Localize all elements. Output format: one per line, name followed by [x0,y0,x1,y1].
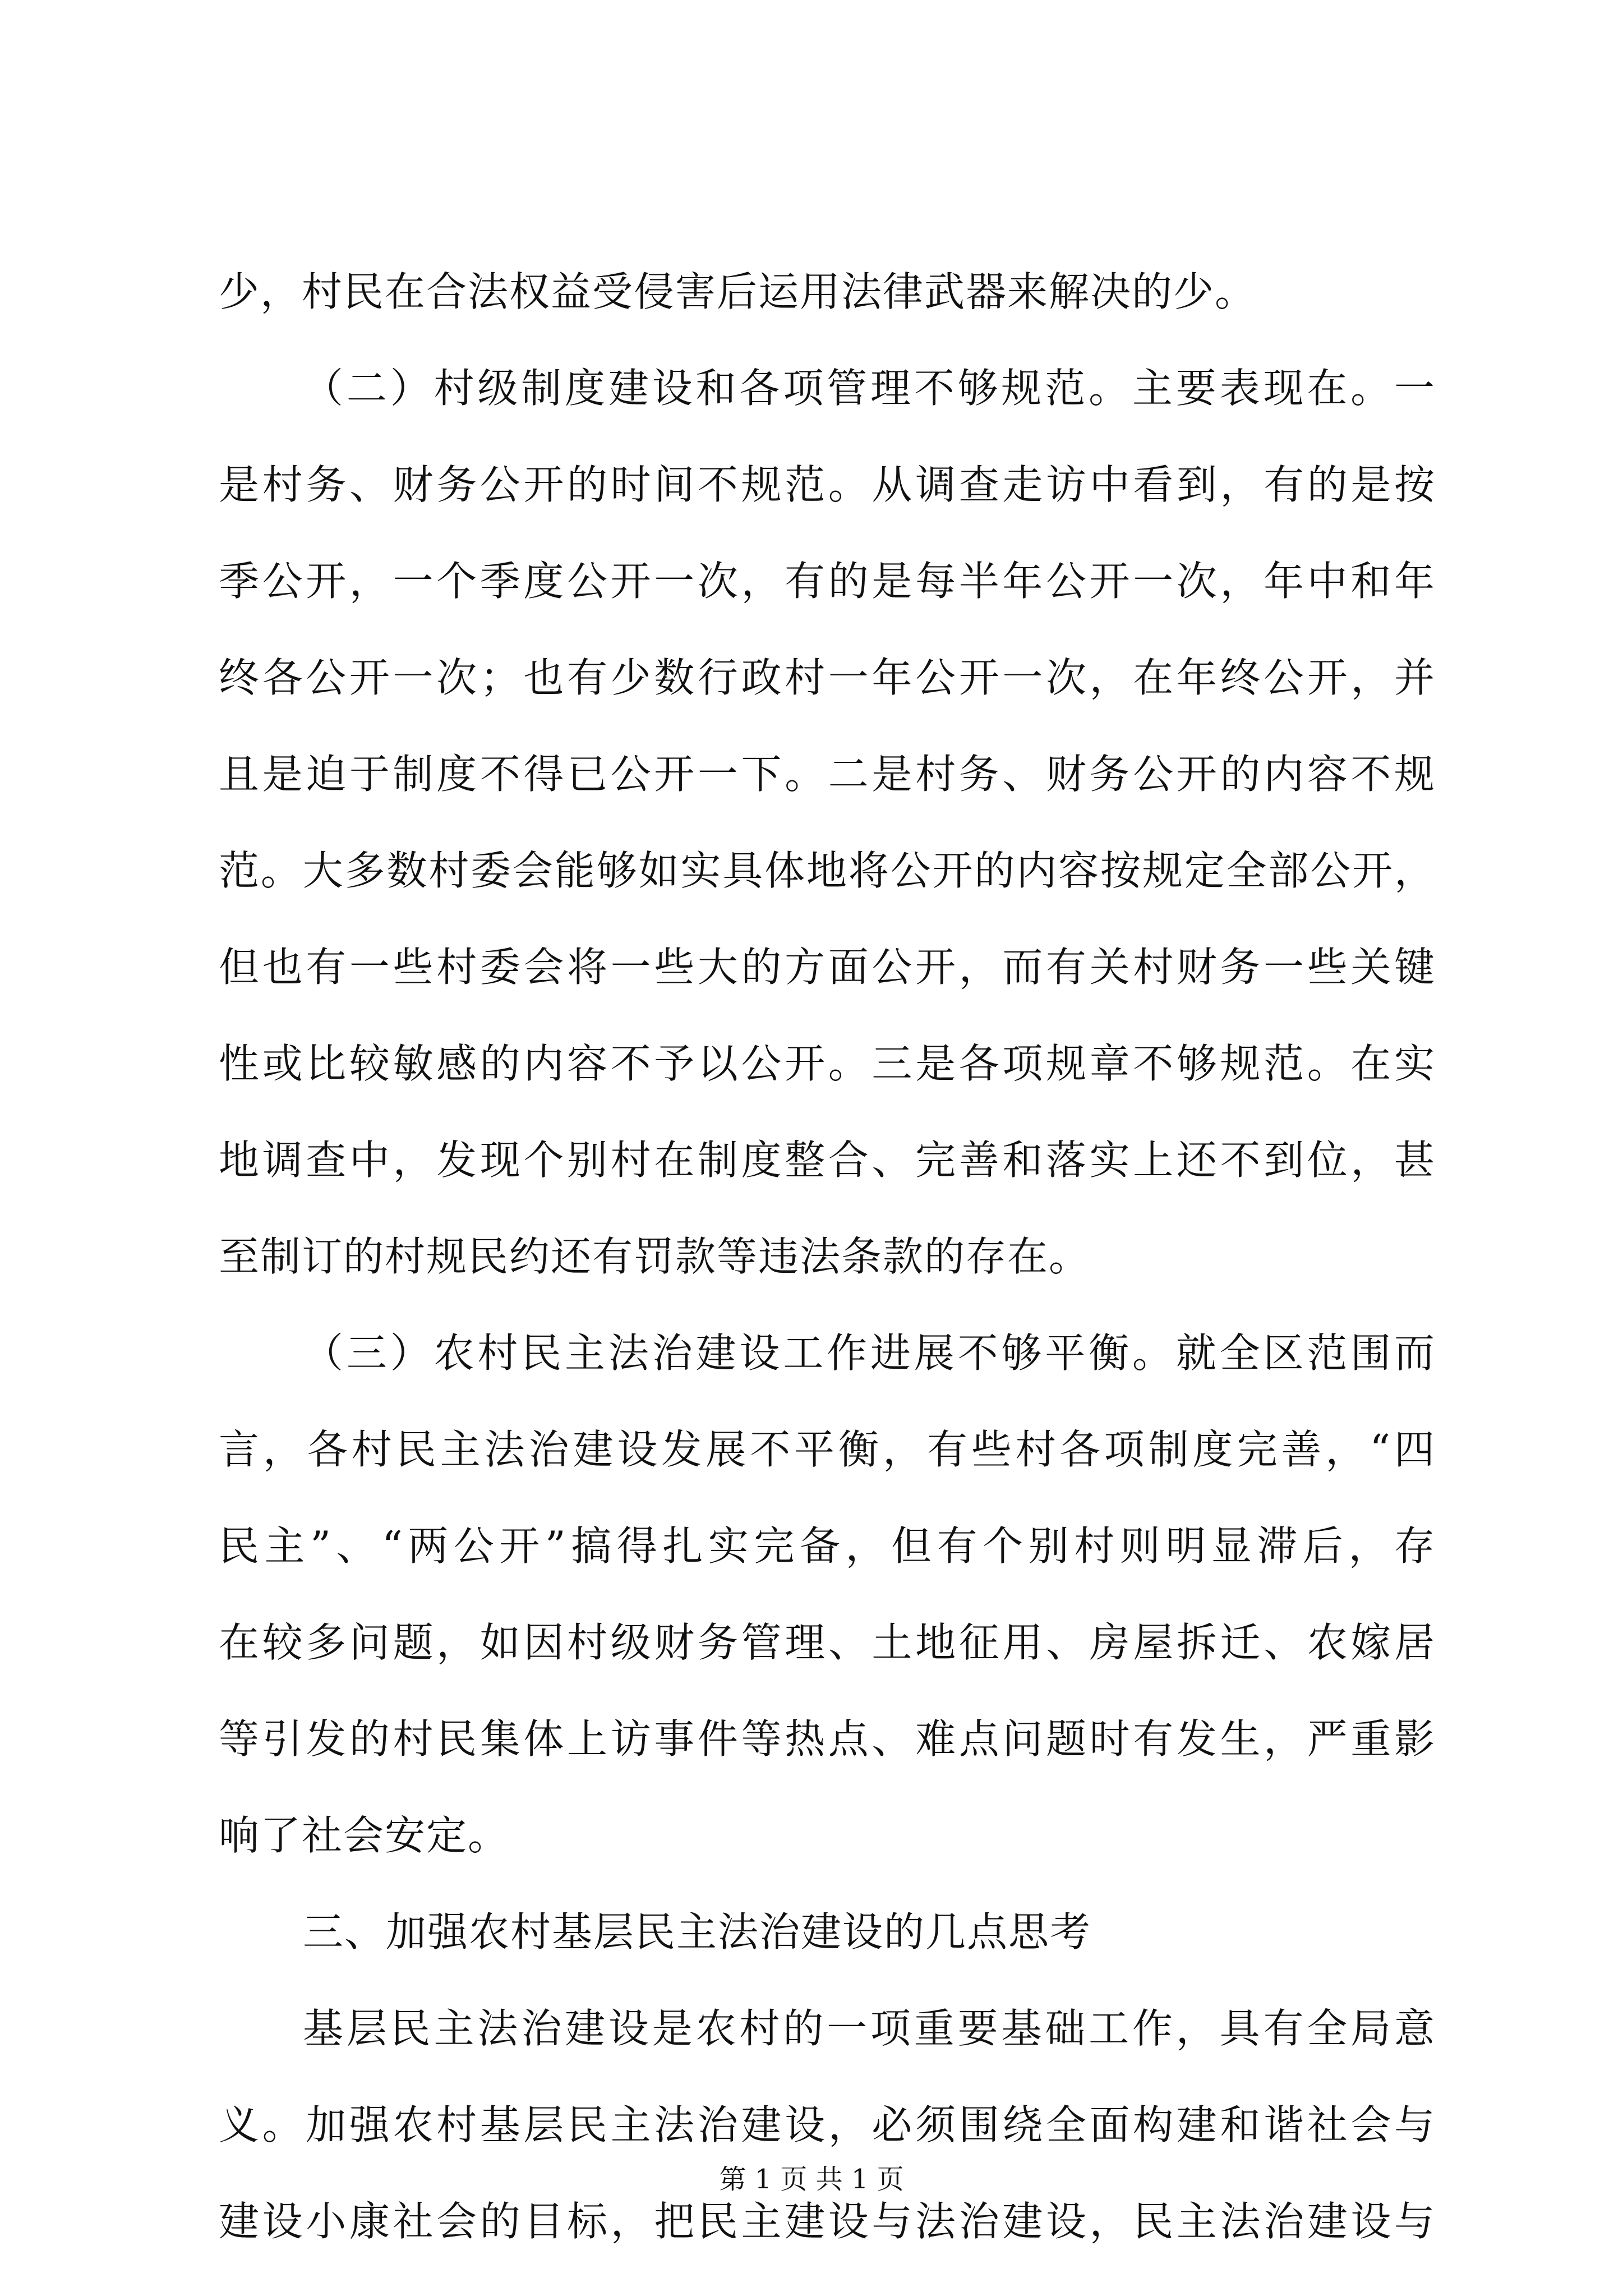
paragraph-2-start: （二）村级制度建设和各项管理不够规范。主要表现在。一 [303,365,1436,412]
text-line: 响了社会安定。 [219,1812,510,1859]
text-line: 建设小康社会的目标，把民主建设与法治建设，民主法治建设与 [219,2198,1436,2245]
page-footer: 第 1 页 共 1 页 [719,2164,904,2195]
text-line: 地调查中，发现个别村在制度整合、完善和落实上还不到位，甚 [219,1137,1436,1184]
text-line: 义。加强农村基层民主法治建设，必须围绕全面构建和谐社会与 [219,2101,1436,2148]
text-line: 范。大多数村委会能够如实具体地将公开的内容按规定全部公开， [219,847,1436,894]
text-line: 且是迫于制度不得已公开一下。二是村务、财务公开的内容不规 [219,751,1436,798]
text-line: 终各公开一次；也有少数行政村一年公开一次，在年终公开，并 [219,654,1436,701]
text-line: 等引发的村民集体上访事件等热点、难点问题时有发生，严重影 [219,1715,1436,1763]
text-line: 是村务、财务公开的时间不规范。从调查走访中看到，有的是按 [219,461,1436,508]
text-line: 在较多问题，如因村级财务管理、土地征用、房屋拆迁、农嫁居 [219,1619,1436,1666]
section-heading: 三、加强农村基层民主法治建设的几点思考 [303,1908,1092,1955]
text-line: 但也有一些村委会将一些大的方面公开，而有关村财务一些关键 [219,944,1436,991]
text-line: 至制订的村规民约还有罚款等违法条款的存在。 [219,1233,1091,1280]
text-line: 性或比较敏感的内容不予以公开。三是各项规章不够规范。在实 [219,1040,1436,1087]
text-line: 民主”、“两公开”搞得扎实完备，但有个别村则明显滞后，存 [219,1522,1436,1570]
text-line: 少，村民在合法权益受侵害后运用法律武器来解决的少。 [219,268,1257,315]
text-line: 言，各村民主法治建设发展不平衡，有些村各项制度完善，“四 [219,1426,1436,1473]
paragraph-4-start: 基层民主法治建设是农村的一项重要基础工作，具有全局意 [303,2005,1436,2052]
text-line: 季公开，一个季度公开一次，有的是每半年公开一次，年中和年 [219,558,1436,605]
paragraph-3-start: （三）农村民主法治建设工作进展不够平衡。就全区范围而 [303,1329,1436,1377]
